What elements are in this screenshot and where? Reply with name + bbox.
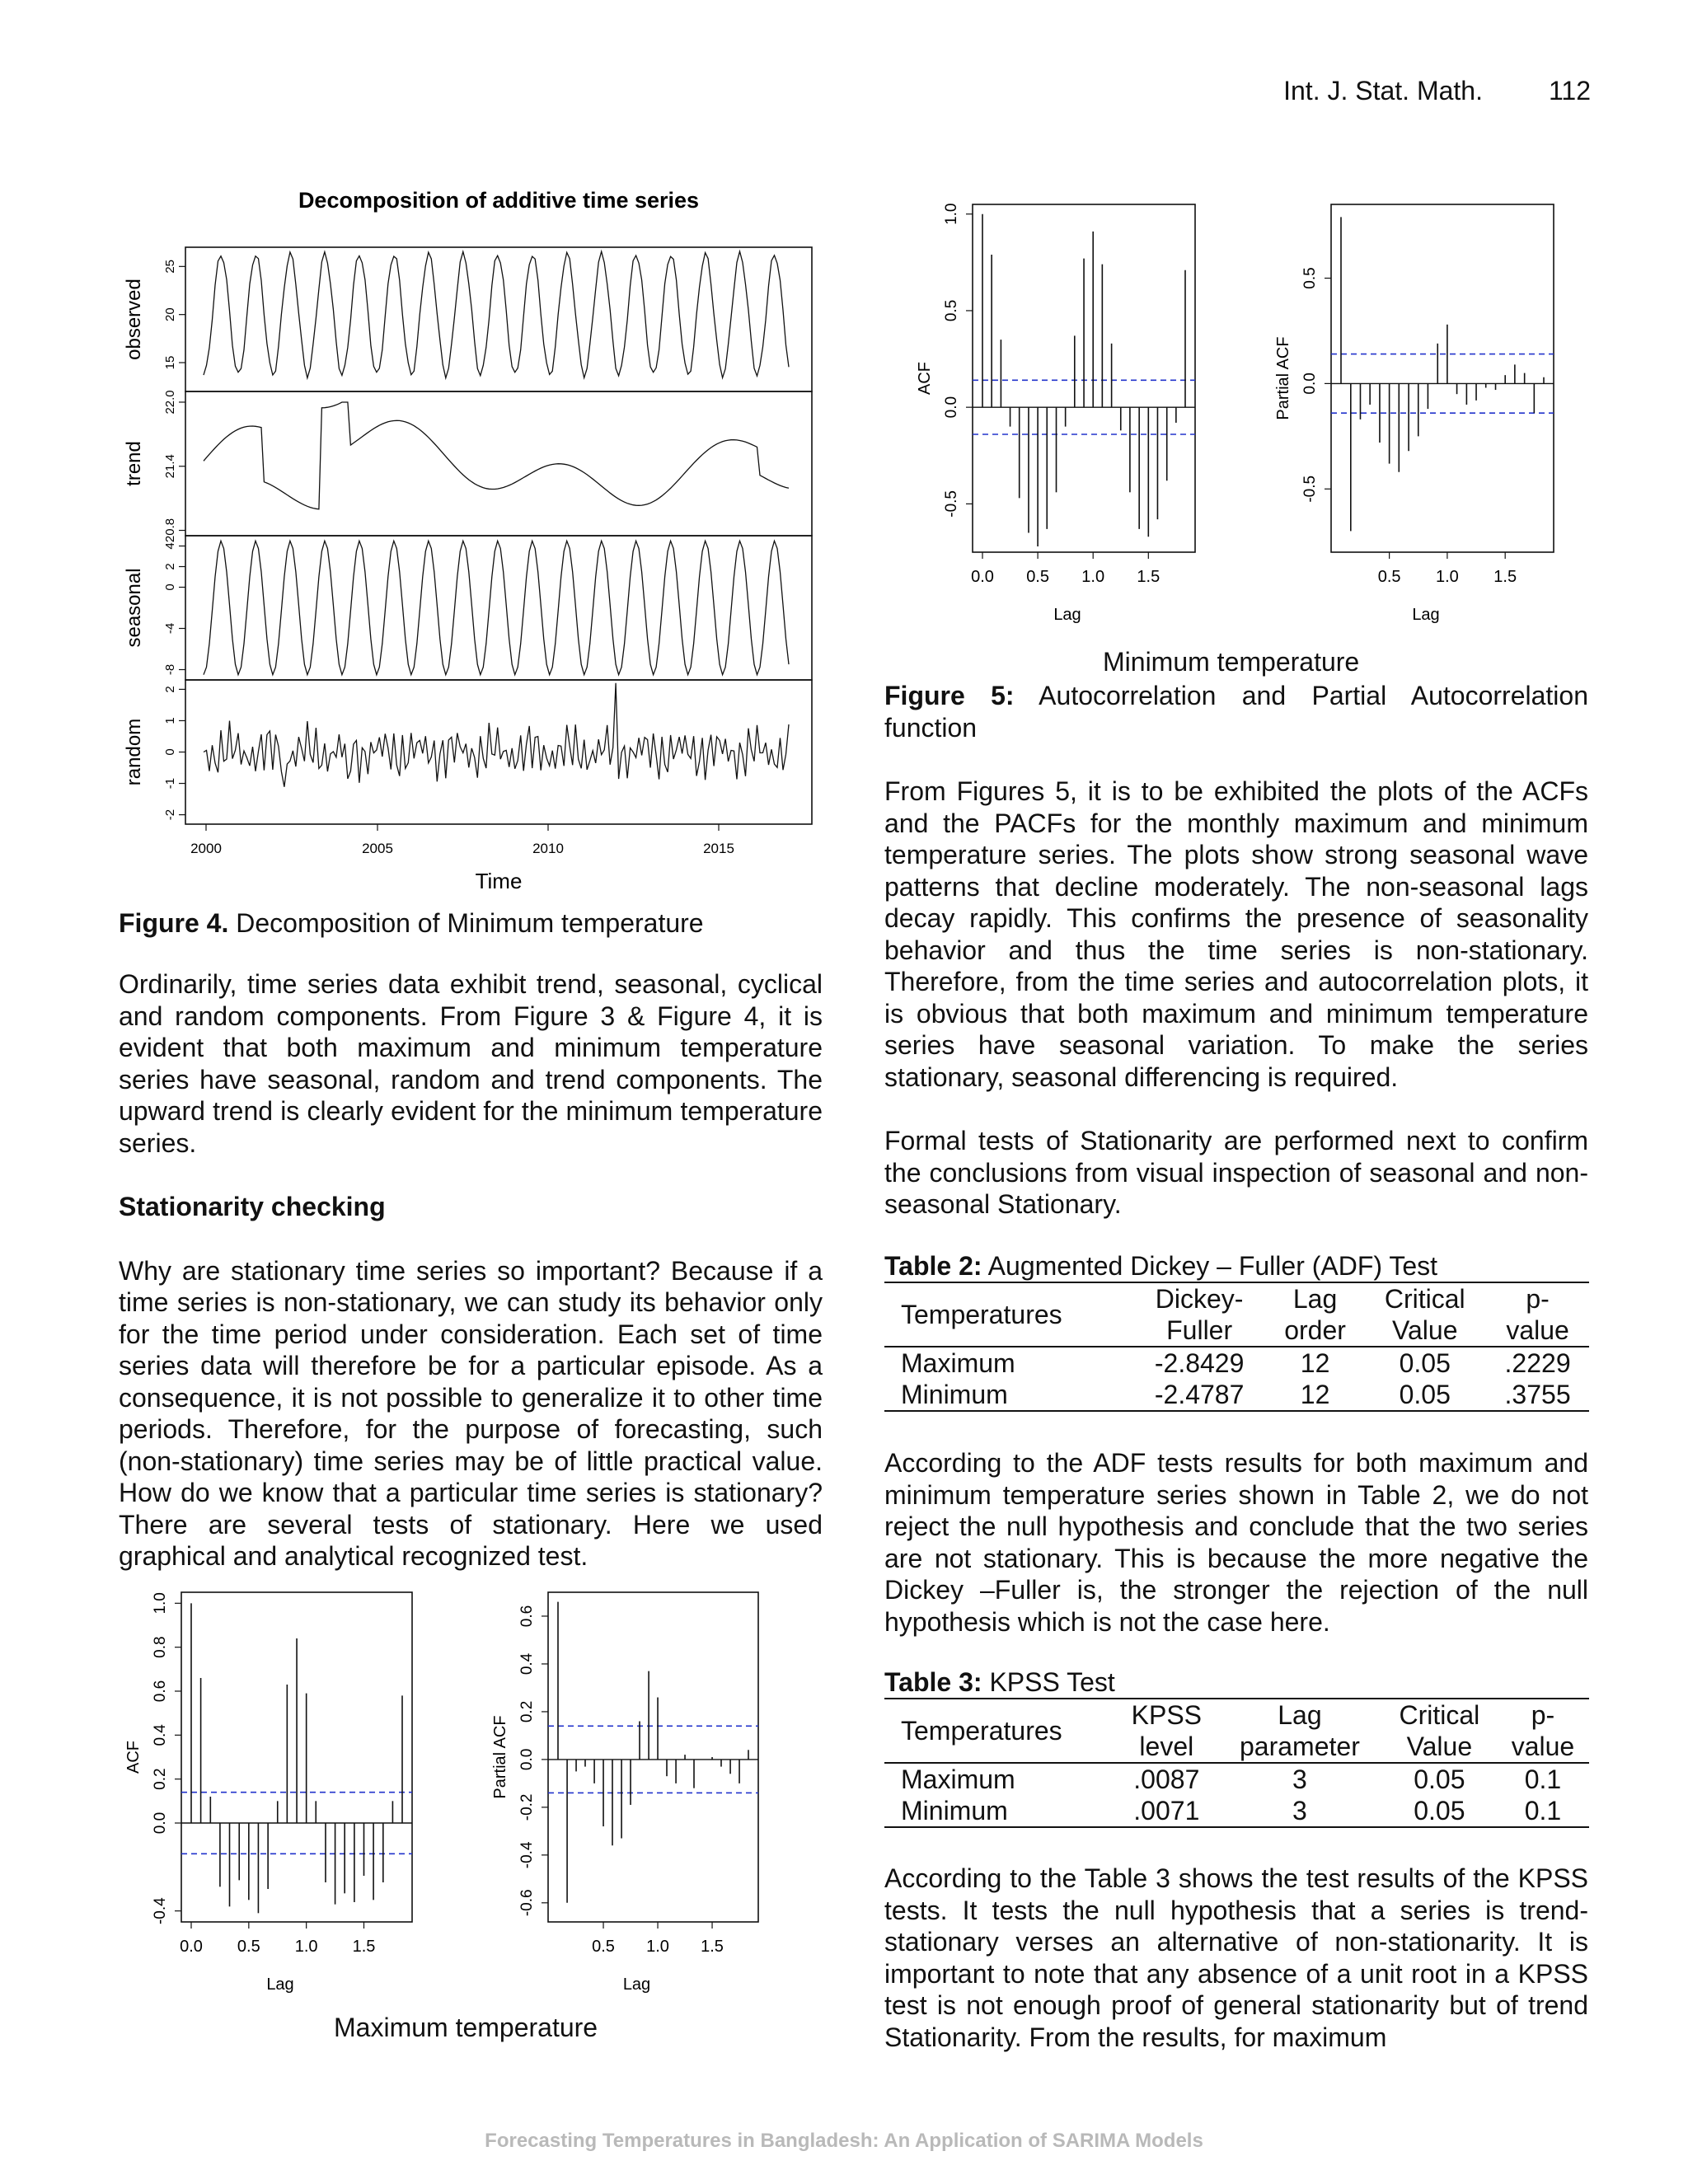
y-tick-label: 0.0	[943, 396, 960, 419]
fig4-title: Decomposition of additive time series	[298, 188, 700, 213]
journal-name: Int. J. Stat. Math.	[1283, 76, 1483, 105]
table-3	[884, 1667, 1589, 1828]
running-footer: Forecasting Temperatures in Bangladesh: An Application of SARIMA Models	[485, 2130, 1203, 2152]
x-tick-label: 0.0	[180, 1938, 203, 1956]
fig4-panels	[123, 247, 812, 856]
y-tick-label: 1.0	[152, 1592, 169, 1615]
series-line-observed	[204, 251, 789, 378]
plot-frame	[1331, 204, 1554, 552]
y-tick-label: 20.8	[163, 518, 177, 543]
figure-5-caption-label: Figure 5:	[884, 681, 1015, 710]
y-tick-label: 2	[163, 686, 177, 693]
x-tick-label: 1.0	[1435, 568, 1459, 586]
pacf-min-chart	[1240, 190, 1570, 651]
y-tick-label: 22.0	[163, 390, 177, 415]
table-header: KPSS level	[1116, 1699, 1217, 1763]
y-tick-label: 15	[163, 355, 177, 370]
x-tick-label: 0.5	[592, 1938, 615, 1956]
y-tick-label: 0.6	[152, 1680, 169, 1703]
series-line-seasonal	[204, 541, 789, 674]
page-number: 112	[1548, 76, 1591, 105]
plot-frame	[548, 1592, 758, 1922]
table-2-caption-label: Table 2:	[884, 1251, 982, 1281]
table-header: p- value	[1497, 1699, 1589, 1763]
x-axis-label: Lag	[1412, 606, 1440, 624]
running-header	[1283, 76, 1591, 106]
y-tick-label: 2	[163, 563, 177, 570]
x-tick-label: 1.0	[1081, 568, 1105, 586]
y-axis-label: Partial ACF	[1274, 336, 1292, 420]
y-tick-label: 20	[163, 307, 177, 322]
y-tick-label: -0.4	[518, 1841, 536, 1869]
y-tick-label: 0.0	[152, 1811, 169, 1835]
table-row: Minimum .0071 3 0.05 0.1	[884, 1795, 1589, 1827]
panel-label-observed: observed	[123, 279, 145, 360]
x-axis-label: Lag	[266, 1975, 294, 1994]
x-tick-label: 1.5	[1493, 568, 1517, 586]
table-3-caption-label: Table 3:	[884, 1667, 982, 1697]
table-header: Lag order	[1267, 1282, 1364, 1347]
x-tick-label: 2000	[190, 841, 222, 856]
paragraph-acf-analysis: From Figures 5, it is to be exhibited the plots of the ACFs and the PACFs for the monthly maximum and minimum temperature series. The plots show strong seasonal wave patterns that decline moderately. The non-seasonal lags decay rapidly. This confirms the presence of seasonality behavior and thus the time series is non-stationary. Therefore, from the time series and autocorrelation plots, it is obvious that both maximum and minimum temperature series have seasonal variation. To make the series stationary, seasonal differencing is required.	[884, 776, 1588, 1092]
paragraph-components: Ordinarily, time series data exhibit trend, seasonal, cyclical and random components. From Figure 3 & Figure 4, it is evident that both maximum and minimum temperature series have seasonal, random and trend components. The upward trend is clearly evident for the minimum temperature series.	[119, 969, 823, 1158]
figure-4-decomposition	[115, 177, 841, 902]
y-tick-label: 0	[163, 583, 177, 591]
y-tick-label: 0.2	[518, 1700, 536, 1723]
table-row: Maximum -2.8429 12 0.05 .2229	[901, 1348, 1571, 1378]
y-tick-label: 0.5	[943, 299, 960, 322]
x-tick-label: 0.5	[1377, 568, 1401, 586]
left-column-text	[119, 968, 823, 1572]
y-tick-label: -0.5	[943, 490, 960, 518]
y-tick-label: 0.4	[518, 1652, 536, 1675]
y-tick-label: 0.8	[152, 1636, 169, 1658]
y-tick-label: 21.4	[163, 454, 177, 479]
panel-label-random: random	[123, 718, 145, 786]
y-tick-label: -8	[163, 663, 177, 676]
fig4-xlabel: Time	[475, 869, 523, 893]
x-axis-label: Lag	[1053, 606, 1081, 624]
y-tick-label: -0.2	[518, 1793, 536, 1821]
panel-label-seasonal: seasonal	[123, 568, 145, 648]
y-tick-label: -0.5	[1301, 475, 1319, 503]
paragraph-stationarity: Why are stationary time series so important? Because if a time series is non-stationary, we can study its behavior only for the time period under consideration. Each set of time series data will therefore be for a particular episode. As a consequence, it is not possible to generalize it to other time periods. Therefore, for the purpose of forecasting, such (non-stationary) time series may be of little practical value. How do we know that a particular time series is stationary? There are several tests of stationary. Here we used graphical and analytical recognized test.	[119, 1255, 823, 1571]
y-axis-label: ACF	[916, 362, 934, 395]
y-tick-label: -2	[163, 808, 177, 821]
y-axis-label: Partial ACF	[491, 1715, 509, 1799]
figure-5-caption-text: Autocorrelation and Partial Autocorrelation function	[884, 681, 1589, 743]
x-axis-label: Lag	[622, 1975, 651, 1994]
paragraph-formal-tests: Formal tests of Stationarity are performed next to confirm the conclusions from visual inspection of seasonal and non-seasonal Stationary.	[884, 1126, 1588, 1219]
y-tick-label: 1.0	[943, 203, 960, 225]
y-tick-label: -4	[163, 622, 177, 635]
y-tick-label: 0.4	[152, 1724, 169, 1746]
y-tick-label: -1	[163, 777, 177, 790]
table-3-caption-text: KPSS Test	[982, 1667, 1115, 1697]
y-tick-label: 0.6	[518, 1605, 536, 1628]
table-2-caption	[884, 1251, 1589, 1282]
figure-5-caption	[884, 680, 1588, 743]
y-tick-label: -0.6	[518, 1889, 536, 1917]
acf-max-chart	[115, 1582, 470, 2011]
y-tick-label: 0.0	[1301, 373, 1319, 395]
y-tick-label: 0.0	[518, 1748, 536, 1771]
x-tick-label: 1.0	[646, 1938, 669, 1956]
y-tick-label: 25	[163, 259, 177, 274]
table-3-caption	[884, 1667, 1589, 1698]
right-column-text	[884, 776, 1588, 1221]
y-tick-label: -0.4	[152, 1897, 169, 1925]
x-tick-label: 2010	[532, 841, 564, 856]
panel-seasonal	[185, 536, 812, 680]
x-tick-label: 1.5	[1137, 568, 1160, 586]
table-row: Maximum .0087 3 0.05 0.1	[901, 1765, 1562, 1794]
table-row: Minimum -2.4787 12 0.05 .3755	[884, 1379, 1589, 1411]
series-line-random	[204, 683, 789, 787]
x-tick-label: 2015	[703, 841, 734, 856]
figure-4-caption-label: Figure 4.	[119, 908, 229, 938]
max-temp-label: Maximum temperature	[334, 2013, 598, 2042]
y-tick-label: 0.5	[1301, 267, 1319, 289]
x-tick-label: 1.5	[352, 1938, 376, 1956]
y-tick-label: 4	[163, 542, 177, 550]
panel-label-trend: trend	[123, 441, 145, 486]
figure-4-caption-text: Decomposition of Minimum temperature	[228, 908, 704, 938]
panel-trend	[185, 391, 812, 536]
section-heading-stationarity: Stationarity checking	[119, 1192, 386, 1221]
pacf-max-chart	[457, 1582, 771, 2011]
acf-min-chart	[874, 190, 1220, 651]
y-tick-label: 1	[163, 717, 177, 724]
table-header: Lag parameter	[1217, 1699, 1382, 1763]
table-header: Dickey- Fuller	[1132, 1282, 1266, 1347]
y-tick-label: 0	[163, 748, 177, 756]
x-tick-label: 1.0	[294, 1938, 318, 1956]
x-tick-label: 0.5	[237, 1938, 260, 1956]
table-header: Critical Value	[1382, 1699, 1497, 1763]
x-tick-label: 2005	[362, 841, 393, 856]
table-header: Temperatures	[884, 1699, 1116, 1763]
x-tick-label: 0.5	[1026, 568, 1050, 586]
x-tick-label: 0.0	[971, 568, 994, 586]
min-temp-label: Minimum temperature	[1103, 647, 1360, 677]
series-line-trend	[204, 402, 789, 509]
table-2-caption-text: Augmented Dickey – Fuller (ADF) Test	[982, 1251, 1438, 1281]
table-header: Temperatures	[884, 1282, 1132, 1347]
y-axis-label: ACF	[124, 1741, 143, 1774]
paragraph-kpss-results: According to the Table 3 shows the test results of the KPSS tests. It tests the null hypothesis that a series is trend-stationary verses an alternative of non-stationarity. It is important to note that any absence of a unit root in a KPSS test is not enough proof of general stationarity but of trend Stationarity. From the results, for maximum	[884, 1863, 1588, 2052]
paragraph-adf-results: According to the ADF tests results for both maximum and minimum temperature series shown in Table 2, we do not reject the null hypothesis and conclude that the two series are not stationary. This is because the more negative the Dickey –Fuller is, the stronger the rejection of the null hypothesis which is not the case here.	[884, 1448, 1588, 1637]
x-tick-label: 1.5	[701, 1938, 724, 1956]
y-tick-label: 0.2	[152, 1768, 169, 1790]
table-2	[884, 1251, 1589, 1412]
table-header: Critical Value	[1363, 1282, 1486, 1347]
panel-observed	[185, 247, 812, 391]
figure-4-caption	[119, 908, 704, 939]
table-header: p- value	[1486, 1282, 1589, 1347]
